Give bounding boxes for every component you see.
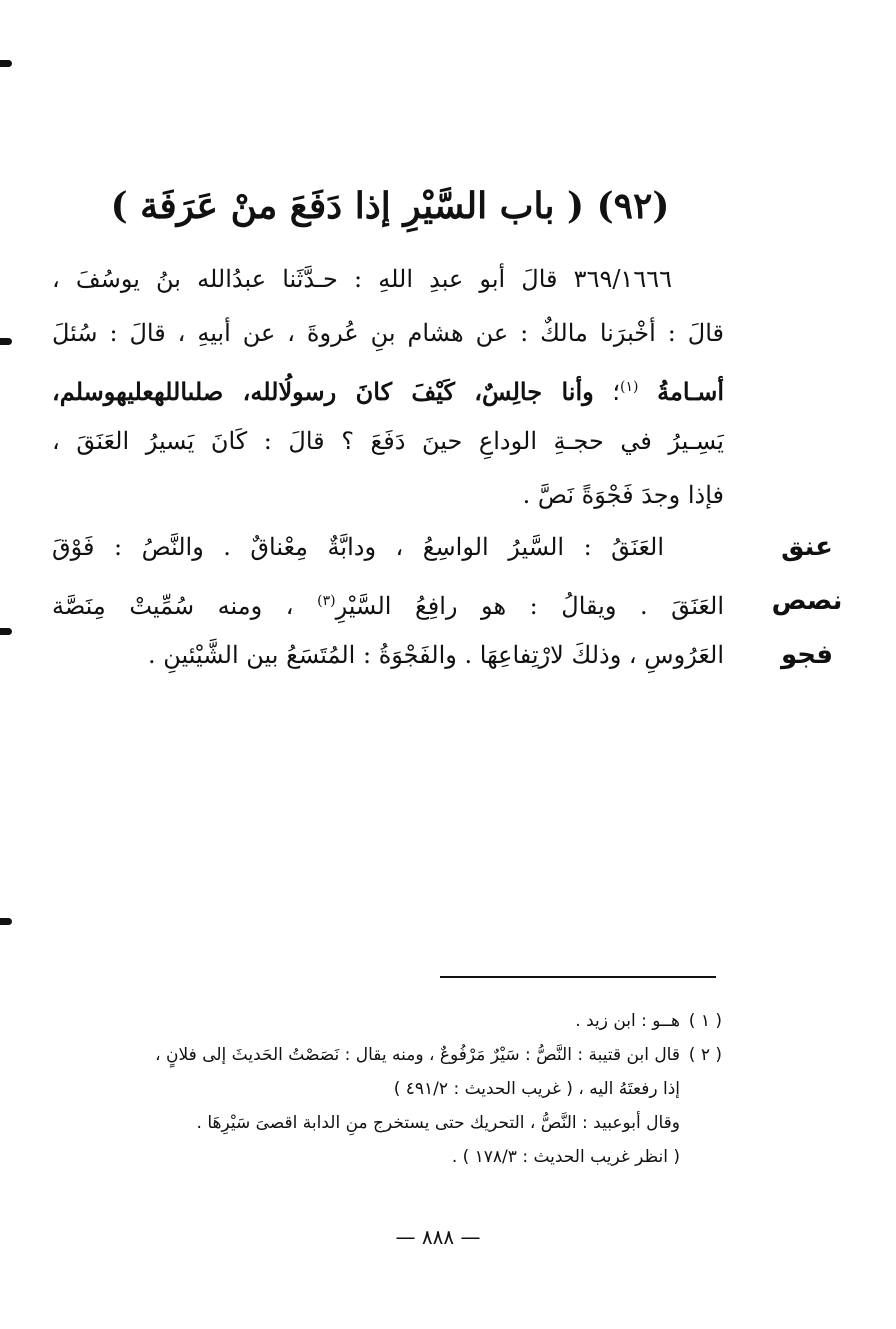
footnote-number: ( ١ ) xyxy=(688,1011,722,1031)
footnote-line: هــو : ابن زيد . xyxy=(575,1011,680,1031)
gloss-phrase: العَنَقَ . ويقالُ : هو رافِعُ السَّيْرِ xyxy=(335,592,724,620)
chapter-title: (٩٢) ( باب السَّيْرِ إذا دَفَعَ منْ عَرَفَة ) xyxy=(110,185,670,227)
page-edge-mark xyxy=(0,918,12,925)
footnotes xyxy=(40,1004,722,1174)
footnote-line: ( انظر غريب الحديث : ١٧٨/٣ ) . xyxy=(451,1147,680,1167)
footnote xyxy=(40,1038,722,1106)
hadith-line: قالَ : أخْبرَنا مالكٌ : عن هشام بنِ عُروةَ ، عن أبيهِ ، قالَ : سُئلَ xyxy=(52,319,724,347)
page-edge-mark xyxy=(0,338,12,345)
page-number: — ٨٨٨ — xyxy=(395,1225,481,1249)
footnote-reference: (٣) xyxy=(317,593,336,609)
gloss-line xyxy=(52,574,724,628)
margin-root-word: فجو xyxy=(780,640,834,670)
footnote-separator xyxy=(440,976,716,978)
margin-root-words xyxy=(762,520,852,682)
footnote-continuation xyxy=(40,1106,722,1174)
margin-root-word: نصص xyxy=(771,586,843,616)
footnote xyxy=(40,1004,722,1038)
hadith-line: أسـامةُ $^{(١)}$؛ وأنا جالِسٌ، كَيْفَ كانَ رسولُالله، صلىاللهعليهوسلم، xyxy=(52,377,724,406)
hadith-phrase: وأنا جالِسٌ، كَيْفَ كانَ رسولُالله، صلىاللهعليهوسلم، xyxy=(52,377,594,406)
gloss-line: العَنَقُ : السَّيرُ الواسِعُ ، ودابَّةٌ مِعْناقٌ . والنَّصُ : فَوْقَ xyxy=(52,533,664,561)
gloss-text xyxy=(52,520,724,682)
footnote-number: ( ٢ ) xyxy=(688,1045,722,1065)
gloss-line: العَرُوسِ ، وذلكَ لارْتِفاعِهَا . والفَجْوَةُ : المُتَسَعُ بين الشَّيْئينِ . xyxy=(147,641,724,669)
page-edge-mark xyxy=(0,628,12,635)
hadith-line: ٣٦٩/١٦٦٦ قالَ أبو عبدِ اللهِ : حـدَّثَنا عبدُالله بنُ يوسُفَ ، xyxy=(52,265,672,293)
footnote-line: إذا رفعتَهُ اليه ، ( غريب الحديث : ٤٩١/٢ ) xyxy=(393,1079,680,1099)
footnote-line: وقال أبوعبيد : النَّصُّ ، التحريك حتى يستخرج منِ الدابة اقصىَ سَيْرِهَا . xyxy=(196,1113,680,1133)
hadith-line: يَسِـيرُ في حجـةِ الوداعِ حينَ دَفَعَ ؟ قالَ : كَانَ يَسيرُ العَنَقَ ، xyxy=(52,427,724,455)
footnote-line: قال ابن قتيبة : النَّصُّ : سَيْرٌ مَرْفُوعٌ ، ومنه يقال : نَصَصْتُ الحَديثَ إلى فلانٍ ، xyxy=(155,1045,680,1065)
footnote-reference: (١) xyxy=(620,379,639,395)
margin-root-word: عنق xyxy=(781,532,833,562)
hadith-line: فإذا وجدَ فَجْوَةً نَصَّ . xyxy=(522,481,724,509)
gloss-phrase: ، ومنه سُمِّيتْ مِنَصَّة xyxy=(52,592,294,620)
hadith-text xyxy=(52,252,724,522)
page-edge-mark xyxy=(0,60,12,67)
hadith-phrase: أسـامةُ xyxy=(657,377,724,406)
